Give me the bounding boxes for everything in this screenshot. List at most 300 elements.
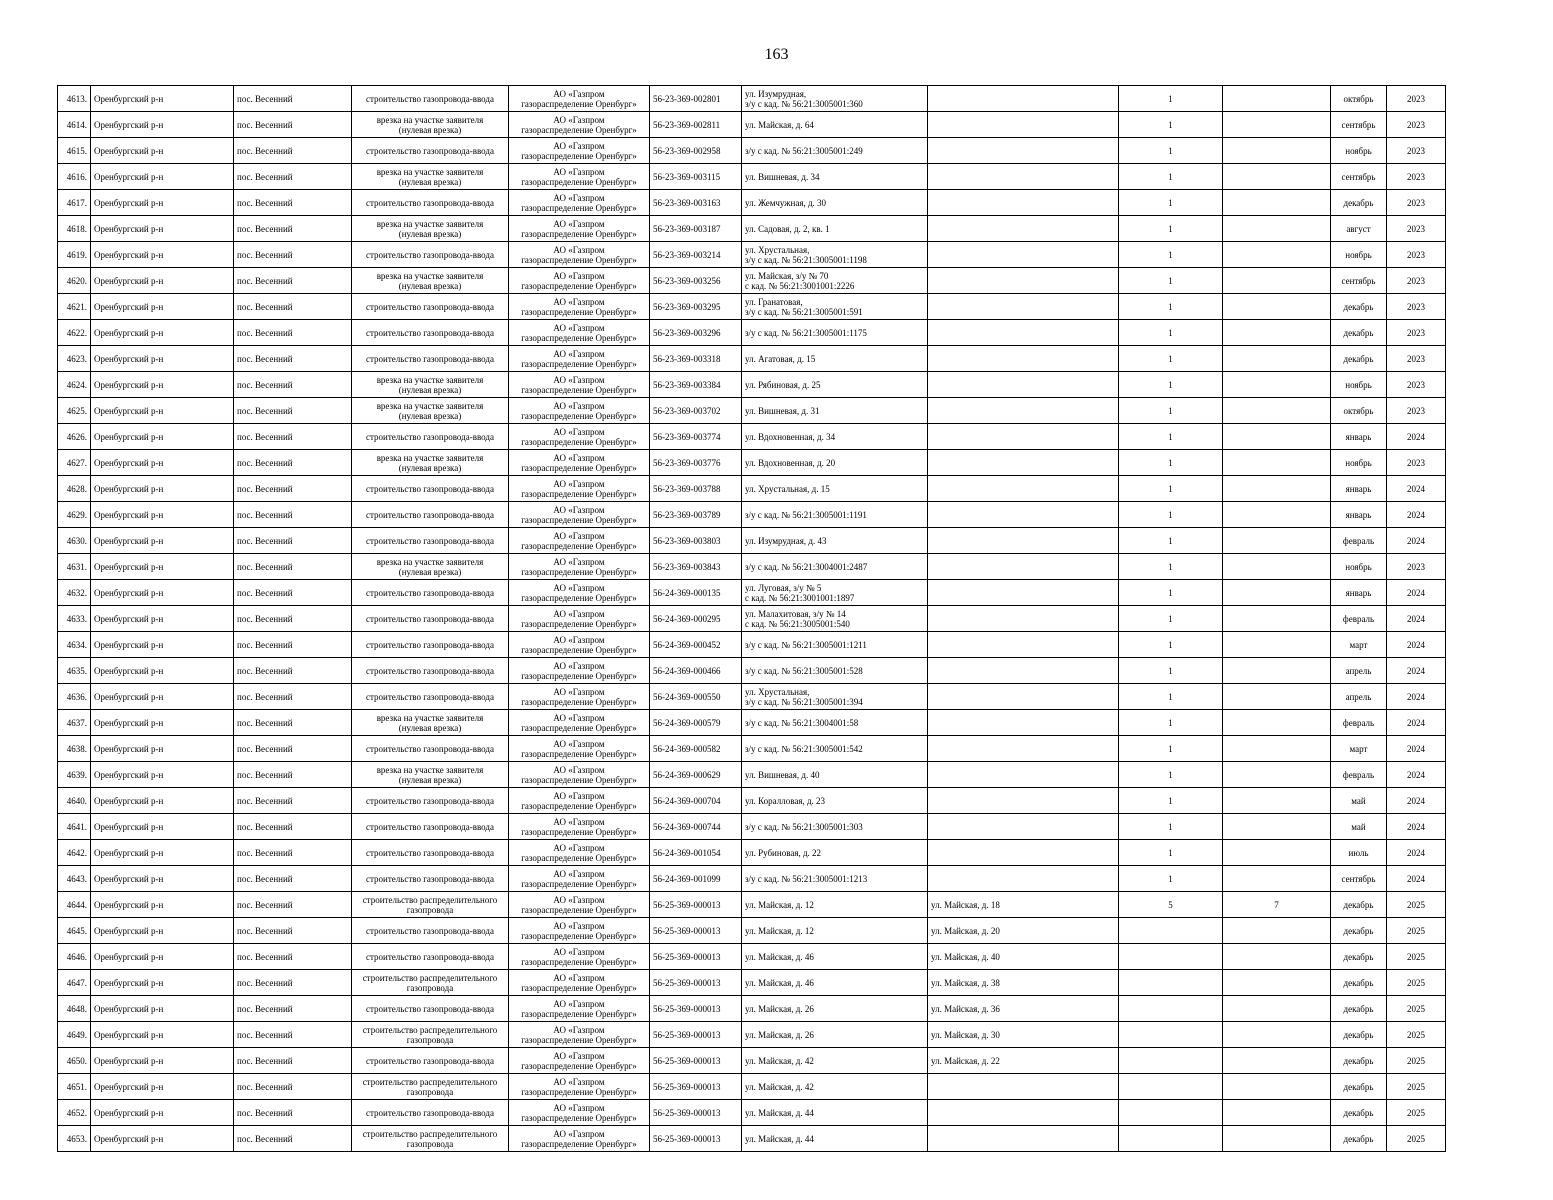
work-type-line: газопровода: [406, 1138, 454, 1149]
quantity-cell: 1: [1119, 86, 1223, 112]
work-type-line: строительство газопровода-ввода: [366, 587, 494, 598]
quantity-cell: [1119, 944, 1223, 970]
settlement-cell: пос. Весенний: [234, 502, 352, 528]
year-cell: 2023: [1387, 216, 1446, 242]
district-cell: Оренбургский р-н: [91, 970, 234, 996]
row-number-cell: 4616.: [58, 164, 91, 190]
row-number-cell: 4628.: [58, 476, 91, 502]
month-cell: январь: [1331, 424, 1387, 450]
work-type-line: строительство газопровода-ввода: [366, 691, 494, 702]
quantity-cell: [1119, 1074, 1223, 1100]
work-type-cell: [352, 190, 509, 216]
quantity-cell: 1: [1119, 424, 1223, 450]
year-cell: 2024: [1387, 736, 1446, 762]
work-type-cell: [352, 684, 509, 710]
quantity-cell: [1119, 1126, 1223, 1152]
address-line: ул. Малахитовая, з/у № 14: [745, 608, 846, 619]
year-cell: 2025: [1387, 918, 1446, 944]
page-number: 163: [764, 46, 789, 63]
application-code-cell: 56-23-369-002811: [650, 112, 742, 138]
organization-cell: [509, 190, 650, 216]
organization-cell: [509, 996, 650, 1022]
table-row: [58, 372, 1446, 398]
work-type-line: строительство газопровода-ввода: [366, 93, 494, 104]
district-cell: Оренбургский р-н: [91, 762, 234, 788]
month-cell: октябрь: [1331, 398, 1387, 424]
district-cell: Оренбургский р-н: [91, 268, 234, 294]
address-line: ул. Майская, д. 44: [745, 1107, 814, 1118]
application-code-cell: 56-24-369-001054: [650, 840, 742, 866]
row-number-cell: 4625.: [58, 398, 91, 424]
work-type-cell: [352, 424, 509, 450]
quantity-cell: 1: [1119, 268, 1223, 294]
organization-line: газораспределение Оренбург»: [521, 436, 637, 447]
secondary-quantity-cell: [1223, 736, 1331, 762]
secondary-quantity-cell: [1223, 1126, 1331, 1152]
organization-cell: [509, 580, 650, 606]
year-cell: 2024: [1387, 606, 1446, 632]
work-type-line: строительство газопровода-ввода: [366, 353, 494, 364]
address-cell: [742, 1100, 928, 1126]
address-line: з/у с кад. № 56:21:3005001:1191: [745, 509, 867, 520]
application-code-cell: 56-25-369-000013: [650, 1022, 742, 1048]
address-line: с кад. № 56:21:3001001:2226: [745, 280, 855, 291]
organization-line: АО «Газпром: [553, 816, 605, 827]
organization-cell: [509, 294, 650, 320]
work-type-cell: [352, 242, 509, 268]
organization-line: АО «Газпром: [553, 192, 605, 203]
address-cell: [742, 450, 928, 476]
month-cell: май: [1331, 814, 1387, 840]
district-cell: Оренбургский р-н: [91, 1048, 234, 1074]
row-number-cell: 4620.: [58, 268, 91, 294]
quantity-cell: 1: [1119, 606, 1223, 632]
row-number-cell: 4615.: [58, 138, 91, 164]
application-code-cell: 56-23-369-003774: [650, 424, 742, 450]
address-cell: [742, 502, 928, 528]
settlement-cell: пос. Весенний: [234, 1126, 352, 1152]
month-cell: сентябрь: [1331, 112, 1387, 138]
district-cell: Оренбургский р-н: [91, 424, 234, 450]
row-number-cell: 4635.: [58, 658, 91, 684]
secondary-quantity-cell: [1223, 658, 1331, 684]
settlement-cell: пос. Весенний: [234, 892, 352, 918]
organization-cell: [509, 424, 650, 450]
work-type-line: газопровода: [406, 1034, 454, 1045]
organization-cell: [509, 1100, 650, 1126]
secondary-address-cell: [928, 1100, 1119, 1126]
secondary-quantity-cell: [1223, 762, 1331, 788]
application-code-cell: 56-25-369-000013: [650, 1048, 742, 1074]
secondary-address-cell: [928, 710, 1119, 736]
work-type-cell: [352, 814, 509, 840]
district-cell: Оренбургский р-н: [91, 346, 234, 372]
table-row: [58, 112, 1446, 138]
address-line: ул. Майская, з/у № 70: [745, 270, 829, 281]
district-cell: Оренбургский р-н: [91, 606, 234, 632]
quantity-cell: 1: [1119, 658, 1223, 684]
work-type-line: строительство газопровода-ввода: [366, 509, 494, 520]
work-type-line: (нулевая врезка): [398, 410, 462, 421]
year-cell: 2025: [1387, 944, 1446, 970]
settlement-cell: пос. Весенний: [234, 450, 352, 476]
address-cell: [742, 372, 928, 398]
application-code-cell: 56-25-369-000013: [650, 996, 742, 1022]
secondary-address-cell: [928, 242, 1119, 268]
organization-line: АО «Газпром: [553, 374, 605, 385]
district-cell: Оренбургский р-н: [91, 242, 234, 268]
table-row: [58, 86, 1446, 112]
organization-line: газораспределение Оренбург»: [521, 670, 637, 681]
year-cell: 2023: [1387, 450, 1446, 476]
application-code-cell: 56-25-369-000013: [650, 970, 742, 996]
month-cell: декабрь: [1331, 1100, 1387, 1126]
year-cell: 2024: [1387, 762, 1446, 788]
organization-cell: [509, 632, 650, 658]
organization-line: газораспределение Оренбург»: [521, 462, 637, 473]
row-number-cell: 4653.: [58, 1126, 91, 1152]
row-number-cell: 4650.: [58, 1048, 91, 1074]
secondary-quantity-cell: [1223, 606, 1331, 632]
district-cell: Оренбургский р-н: [91, 294, 234, 320]
quantity-cell: 1: [1119, 476, 1223, 502]
address-line: ул. Агатовая, д. 15: [745, 353, 816, 364]
address-cell: [742, 788, 928, 814]
district-cell: Оренбургский р-н: [91, 840, 234, 866]
address-line: с кад. № 56:21:3001001:1897: [745, 592, 855, 603]
organization-line: газораспределение Оренбург»: [521, 956, 637, 967]
application-code-cell: 56-23-369-003256: [650, 268, 742, 294]
work-type-line: строительство газопровода-ввода: [366, 197, 494, 208]
settlement-cell: пос. Весенний: [234, 294, 352, 320]
organization-line: АО «Газпром: [553, 88, 605, 99]
organization-cell: [509, 216, 650, 242]
address-cell: [742, 658, 928, 684]
settlement-cell: пос. Весенний: [234, 684, 352, 710]
application-code-cell: 56-23-369-003115: [650, 164, 742, 190]
organization-line: газораспределение Оренбург»: [521, 358, 637, 369]
settlement-cell: пос. Весенний: [234, 1100, 352, 1126]
year-cell: 2023: [1387, 190, 1446, 216]
work-type-line: (нулевая врезка): [398, 280, 462, 291]
year-cell: 2023: [1387, 164, 1446, 190]
secondary-address-cell: [928, 632, 1119, 658]
row-number-cell: 4652.: [58, 1100, 91, 1126]
row-number-cell: 4621.: [58, 294, 91, 320]
table-row: [58, 606, 1446, 632]
table-row: [58, 710, 1446, 736]
secondary-address-cell: ул. Майская, д. 38: [928, 970, 1119, 996]
organization-line: АО «Газпром: [553, 998, 605, 1009]
secondary-address-cell: [928, 658, 1119, 684]
organization-line: АО «Газпром: [553, 946, 605, 957]
organization-line: газораспределение Оренбург»: [521, 540, 637, 551]
organization-cell: [509, 606, 650, 632]
work-type-line: строительство газопровода-ввода: [366, 613, 494, 624]
secondary-address-cell: [928, 762, 1119, 788]
address-cell: [742, 1126, 928, 1152]
settlement-cell: пос. Весенний: [234, 424, 352, 450]
work-type-line: строительство газопровода-ввода: [366, 873, 494, 884]
table-row: [58, 450, 1446, 476]
organization-cell: [509, 1074, 650, 1100]
quantity-cell: 1: [1119, 788, 1223, 814]
secondary-quantity-cell: [1223, 164, 1331, 190]
row-number-cell: 4627.: [58, 450, 91, 476]
month-cell: декабрь: [1331, 944, 1387, 970]
work-type-line: газопровода: [406, 982, 454, 993]
quantity-cell: 1: [1119, 112, 1223, 138]
secondary-quantity-cell: [1223, 866, 1331, 892]
address-cell: [742, 190, 928, 216]
secondary-quantity-cell: [1223, 996, 1331, 1022]
settlement-cell: пос. Весенний: [234, 476, 352, 502]
district-cell: Оренбургский р-н: [91, 684, 234, 710]
address-line: ул. Рубиновая, д. 22: [745, 847, 822, 858]
address-cell: [742, 762, 928, 788]
secondary-quantity-cell: [1223, 684, 1331, 710]
organization-cell: [509, 476, 650, 502]
organization-line: газораспределение Оренбург»: [521, 618, 637, 629]
secondary-quantity-cell: [1223, 346, 1331, 372]
work-type-cell: [352, 502, 509, 528]
year-cell: 2023: [1387, 112, 1446, 138]
secondary-quantity-cell: [1223, 710, 1331, 736]
application-code-cell: 56-23-369-003318: [650, 346, 742, 372]
organization-line: АО «Газпром: [553, 868, 605, 879]
row-number-cell: 4624.: [58, 372, 91, 398]
application-code-cell: 56-24-369-000704: [650, 788, 742, 814]
organization-line: газораспределение Оренбург»: [521, 332, 637, 343]
settlement-cell: пос. Весенний: [234, 528, 352, 554]
secondary-address-cell: [928, 424, 1119, 450]
organization-line: АО «Газпром: [553, 452, 605, 463]
work-type-cell: [352, 658, 509, 684]
organization-line: АО «Газпром: [553, 1024, 605, 1035]
quantity-cell: 5: [1119, 892, 1223, 918]
secondary-quantity-cell: [1223, 372, 1331, 398]
row-number-cell: 4630.: [58, 528, 91, 554]
month-cell: октябрь: [1331, 86, 1387, 112]
address-line: ул. Майская, д. 12: [745, 899, 814, 910]
organization-line: АО «Газпром: [553, 296, 605, 307]
application-code-cell: 56-23-369-003296: [650, 320, 742, 346]
address-cell: [742, 944, 928, 970]
quantity-cell: 1: [1119, 736, 1223, 762]
quantity-cell: 1: [1119, 320, 1223, 346]
organization-cell: [509, 528, 650, 554]
address-line: ул. Майская, д. 42: [745, 1081, 814, 1092]
organization-line: газораспределение Оренбург»: [521, 228, 637, 239]
address-line: з/у с кад. № 56:21:3005001:303: [745, 821, 863, 832]
district-cell: Оренбургский р-н: [91, 944, 234, 970]
month-cell: июль: [1331, 840, 1387, 866]
organization-line: АО «Газпром: [553, 634, 605, 645]
secondary-quantity-cell: [1223, 840, 1331, 866]
settlement-cell: пос. Весенний: [234, 242, 352, 268]
secondary-quantity-cell: [1223, 502, 1331, 528]
settlement-cell: пос. Весенний: [234, 658, 352, 684]
organization-cell: [509, 320, 650, 346]
year-cell: 2024: [1387, 424, 1446, 450]
secondary-address-cell: [928, 476, 1119, 502]
organization-line: АО «Газпром: [553, 764, 605, 775]
quantity-cell: 1: [1119, 216, 1223, 242]
organization-cell: [509, 372, 650, 398]
organization-cell: [509, 164, 650, 190]
year-cell: 2024: [1387, 866, 1446, 892]
organization-line: газораспределение Оренбург»: [521, 254, 637, 265]
organization-line: АО «Газпром: [553, 686, 605, 697]
work-type-cell: [352, 528, 509, 554]
organization-line: АО «Газпром: [553, 842, 605, 853]
row-number-cell: 4633.: [58, 606, 91, 632]
work-type-line: врезка на участке заявителя: [376, 218, 484, 229]
application-code-cell: 56-24-369-000550: [650, 684, 742, 710]
year-cell: 2023: [1387, 320, 1446, 346]
organization-cell: [509, 1048, 650, 1074]
secondary-address-cell: [928, 684, 1119, 710]
work-type-line: строительство газопровода-ввода: [366, 431, 494, 442]
work-type-cell: [352, 346, 509, 372]
organization-line: АО «Газпром: [553, 556, 605, 567]
organization-line: газораспределение Оренбург»: [521, 514, 637, 525]
district-cell: Оренбургский р-н: [91, 736, 234, 762]
table-row: [58, 658, 1446, 684]
row-number-cell: 4644.: [58, 892, 91, 918]
work-type-cell: [352, 86, 509, 112]
settlement-cell: пос. Весенний: [234, 996, 352, 1022]
secondary-address-cell: [928, 164, 1119, 190]
application-code-cell: 56-25-369-000013: [650, 944, 742, 970]
settlement-cell: пос. Весенний: [234, 632, 352, 658]
application-code-cell: 56-24-369-000466: [650, 658, 742, 684]
district-cell: Оренбургский р-н: [91, 216, 234, 242]
district-cell: Оренбургский р-н: [91, 138, 234, 164]
address-line: ул. Рябиновая, д. 25: [745, 379, 821, 390]
month-cell: февраль: [1331, 710, 1387, 736]
table-row: [58, 502, 1446, 528]
work-type-cell: [352, 1100, 509, 1126]
row-number-cell: 4642.: [58, 840, 91, 866]
address-cell: [742, 710, 928, 736]
secondary-address-cell: [928, 112, 1119, 138]
organization-line: АО «Газпром: [553, 1128, 605, 1139]
year-cell: 2025: [1387, 1126, 1446, 1152]
month-cell: август: [1331, 216, 1387, 242]
table-row: [58, 1100, 1446, 1126]
month-cell: декабрь: [1331, 892, 1387, 918]
address-cell: [742, 606, 928, 632]
year-cell: 2025: [1387, 1048, 1446, 1074]
organization-cell: [509, 814, 650, 840]
year-cell: 2024: [1387, 814, 1446, 840]
settlement-cell: пос. Весенний: [234, 866, 352, 892]
month-cell: ноябрь: [1331, 242, 1387, 268]
address-cell: [742, 216, 928, 242]
work-type-line: строительство газопровода-ввода: [366, 535, 494, 546]
address-cell: [742, 918, 928, 944]
work-type-cell: [352, 398, 509, 424]
month-cell: сентябрь: [1331, 164, 1387, 190]
row-number-cell: 4646.: [58, 944, 91, 970]
quantity-cell: 1: [1119, 190, 1223, 216]
organization-line: АО «Газпром: [553, 894, 605, 905]
organization-cell: [509, 866, 650, 892]
secondary-quantity-cell: [1223, 788, 1331, 814]
month-cell: апрель: [1331, 684, 1387, 710]
quantity-cell: 1: [1119, 450, 1223, 476]
month-cell: апрель: [1331, 658, 1387, 684]
application-code-cell: 56-24-369-000744: [650, 814, 742, 840]
row-number-cell: 4632.: [58, 580, 91, 606]
row-number-cell: 4614.: [58, 112, 91, 138]
organization-line: АО «Газпром: [553, 244, 605, 255]
work-type-line: (нулевая врезка): [398, 384, 462, 395]
address-line: з/у с кад. № 56:21:3005001:360: [745, 98, 863, 109]
table-row: [58, 138, 1446, 164]
address-cell: [742, 970, 928, 996]
secondary-address-cell: [928, 138, 1119, 164]
organization-line: АО «Газпром: [553, 426, 605, 437]
row-number-cell: 4626.: [58, 424, 91, 450]
work-type-line: строительство распределительного: [362, 1024, 498, 1035]
secondary-address-cell: [928, 216, 1119, 242]
address-cell: [742, 1074, 928, 1100]
quantity-cell: 1: [1119, 840, 1223, 866]
organization-line: АО «Газпром: [553, 1102, 605, 1113]
address-line: ул. Изумрудная, д. 43: [745, 535, 827, 546]
secondary-address-cell: ул. Майская, д. 30: [928, 1022, 1119, 1048]
table-row: [58, 1126, 1446, 1152]
row-number-cell: 4613.: [58, 86, 91, 112]
application-code-cell: 56-24-369-000135: [650, 580, 742, 606]
address-line: ул. Майская, д. 46: [745, 977, 814, 988]
secondary-address-cell: [928, 788, 1119, 814]
settlement-cell: пос. Весенний: [234, 112, 352, 138]
address-cell: [742, 528, 928, 554]
gas-connection-table: [57, 85, 1446, 1152]
table-row: [58, 840, 1446, 866]
address-line: з/у с кад. № 56:21:3005001:528: [745, 665, 863, 676]
organization-cell: [509, 502, 650, 528]
work-type-line: врезка на участке заявителя: [376, 114, 484, 125]
year-cell: 2024: [1387, 684, 1446, 710]
organization-cell: [509, 944, 650, 970]
table-row: [58, 1074, 1446, 1100]
address-cell: [742, 164, 928, 190]
work-type-line: строительство газопровода-ввода: [366, 795, 494, 806]
secondary-quantity-cell: [1223, 1022, 1331, 1048]
organization-line: АО «Газпром: [553, 322, 605, 333]
organization-line: АО «Газпром: [553, 530, 605, 541]
work-type-cell: [352, 1074, 509, 1100]
secondary-quantity-cell: [1223, 632, 1331, 658]
application-code-cell: 56-24-369-000452: [650, 632, 742, 658]
address-line: ул. Майская, д. 26: [745, 1003, 814, 1014]
organization-line: газораспределение Оренбург»: [521, 1138, 637, 1149]
address-cell: [742, 996, 928, 1022]
table-row: [58, 294, 1446, 320]
month-cell: май: [1331, 788, 1387, 814]
table-row: [58, 268, 1446, 294]
settlement-cell: пос. Весенний: [234, 606, 352, 632]
secondary-quantity-cell: [1223, 268, 1331, 294]
secondary-quantity-cell: [1223, 528, 1331, 554]
address-line: ул. Майская, д. 12: [745, 925, 814, 936]
work-type-line: строительство газопровода-ввода: [366, 951, 494, 962]
table-row: [58, 996, 1446, 1022]
